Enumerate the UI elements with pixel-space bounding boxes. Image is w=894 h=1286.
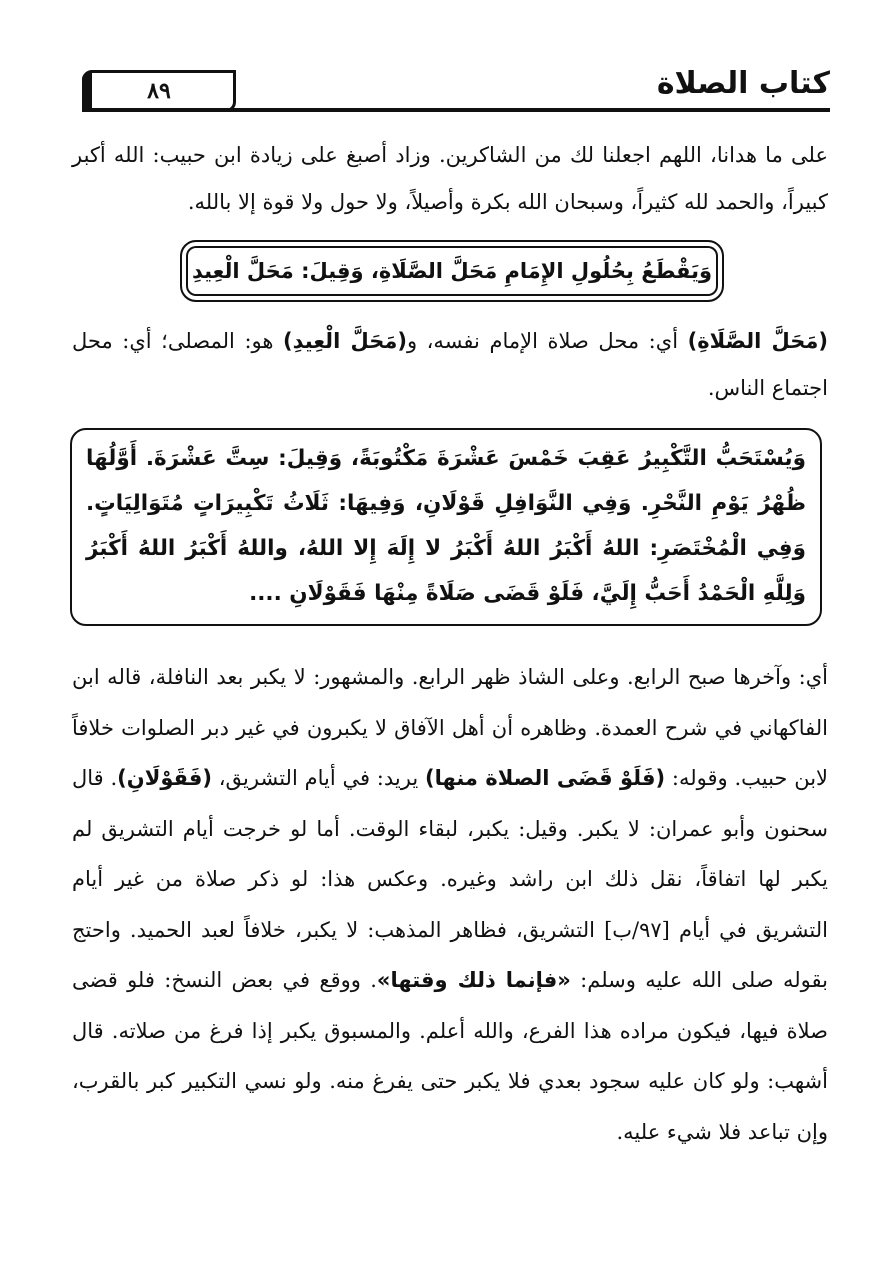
commentary-text-2a: أي: وآخرها صبح الرابع. وعلى الشاذ ظهر الرابع. والمشهور: لا يكبر بعد النافلة، قاله ابن الفاكهاني في شرح العمدة. وظاهره أن أهل الآفاق لا يكبرون في غير دبر الصلوات خلافاً لابن حبيب. وقوله: <box>72 665 829 790</box>
commentary-paragraph-1 <box>72 318 828 412</box>
commentary-text-2c: . قال سحنون وأبو عمران: لا يكبر. وقيل: يكبر، لبقاء الوقت. أما لو خرجت أيام التشريق لم يكبر لها اتفاقاً، نقل ذلك ابن راشد وغيره. وعكس هذا: لو ذكر صلاة من غير أيام التشريق في أيام [٩٧/ب] التشريق، فظاهر المذهب: لا يكبر، خلافاً لعبد الحميد. واحتج بقوله صلى الله عليه وسلم: <box>72 766 828 992</box>
matn-text-1: وَيَقْطَعُ بِحُلُولِ الإِمَامِ مَحَلَّ الصَّلَاةِ، وَقِيلَ: مَحَلَّ الْعِيدِ <box>191 259 713 283</box>
matn-box-2 <box>70 428 822 626</box>
page-number: ٨٩ <box>147 78 171 104</box>
commentary-term-2: (مَحَلَّ الْعِيدِ) <box>283 329 407 353</box>
commentary-paragraph-2 <box>72 652 828 1157</box>
page-number-box <box>82 70 236 112</box>
commentary-term-3: (فَلَوْ قَضَى الصلاة منها) <box>424 766 666 790</box>
matn-box-1 <box>180 240 724 302</box>
intro-text: على ما هدانا، اللهم اجعلنا لك من الشاكرين. وزاد أصبغ على زيادة ابن حبيب: الله أكبر كبيراً، والحمد لله كثيراً، وسبحان الله بكرة وأصيلاً، ولا حول ولا قوة إلا بالله. <box>72 143 828 214</box>
page-header <box>72 62 830 116</box>
commentary-term-4: (فَقَوْلَانِ) <box>117 766 212 790</box>
hadith-quote: «فإنما ذلك وقتها» <box>376 968 571 992</box>
intro-paragraph <box>72 132 828 226</box>
commentary-text-1b: هو: المصلى؛ أي: محل اجتماع الناس. <box>72 329 828 400</box>
commentary-text-2d: . ووقع في بعض النسخ: فلو قضى صلاة فيها، فيكون مراده هذا الفرع، والله أعلم. والمسبوق يكبر إذا فرغ من صلاته. قال أشهب: ولو كان عليه سجود بعدي فلا يكبر حتى يفرغ منه. ولو نسي التكبير كبر بالقرب، وإن تباعد فلا شيء عليه. <box>72 968 828 1144</box>
running-title: كتاب الصلاة <box>656 66 830 101</box>
header-rule <box>82 108 830 112</box>
commentary-text-2b: يريد: في أيام التشريق، <box>211 766 425 790</box>
commentary-text-1a: أي: محل صلاة الإمام نفسه، و <box>406 329 688 353</box>
commentary-term-1: (مَحَلَّ الصَّلَاةِ) <box>687 329 828 353</box>
matn-text-2: وَيُسْتَحَبُّ التَّكْبِيرُ عَقِبَ خَمْسَ عَشْرَةَ مَكْتُوبَةً، وَقِيلَ: سِتَّ عَشْرَةَ. أَوَّلُهَا ظُهْرُ يَوْمِ النَّحْرِ. وَفِي النَّوَافِلِ قَوْلَانِ، وَفِيهَا: ثَلَاثُ تَكْبِيرَاتٍ مُتَوَالِيَاتٍ. وَفِي الْمُخْتَصَرِ: اللهُ أَكْبَرُ اللهُ أَكْبَرُ لا إِلَهَ إِلا اللهُ، واللهُ أَكْبَرُ اللهُ أَكْبَرُ وَلِلَّهِ الْحَمْدُ أَحَبُّ إِلَيَّ، فَلَوْ قَضَى صَلَاةً مِنْهَا فَقَوْلَانِ .... <box>86 446 806 606</box>
